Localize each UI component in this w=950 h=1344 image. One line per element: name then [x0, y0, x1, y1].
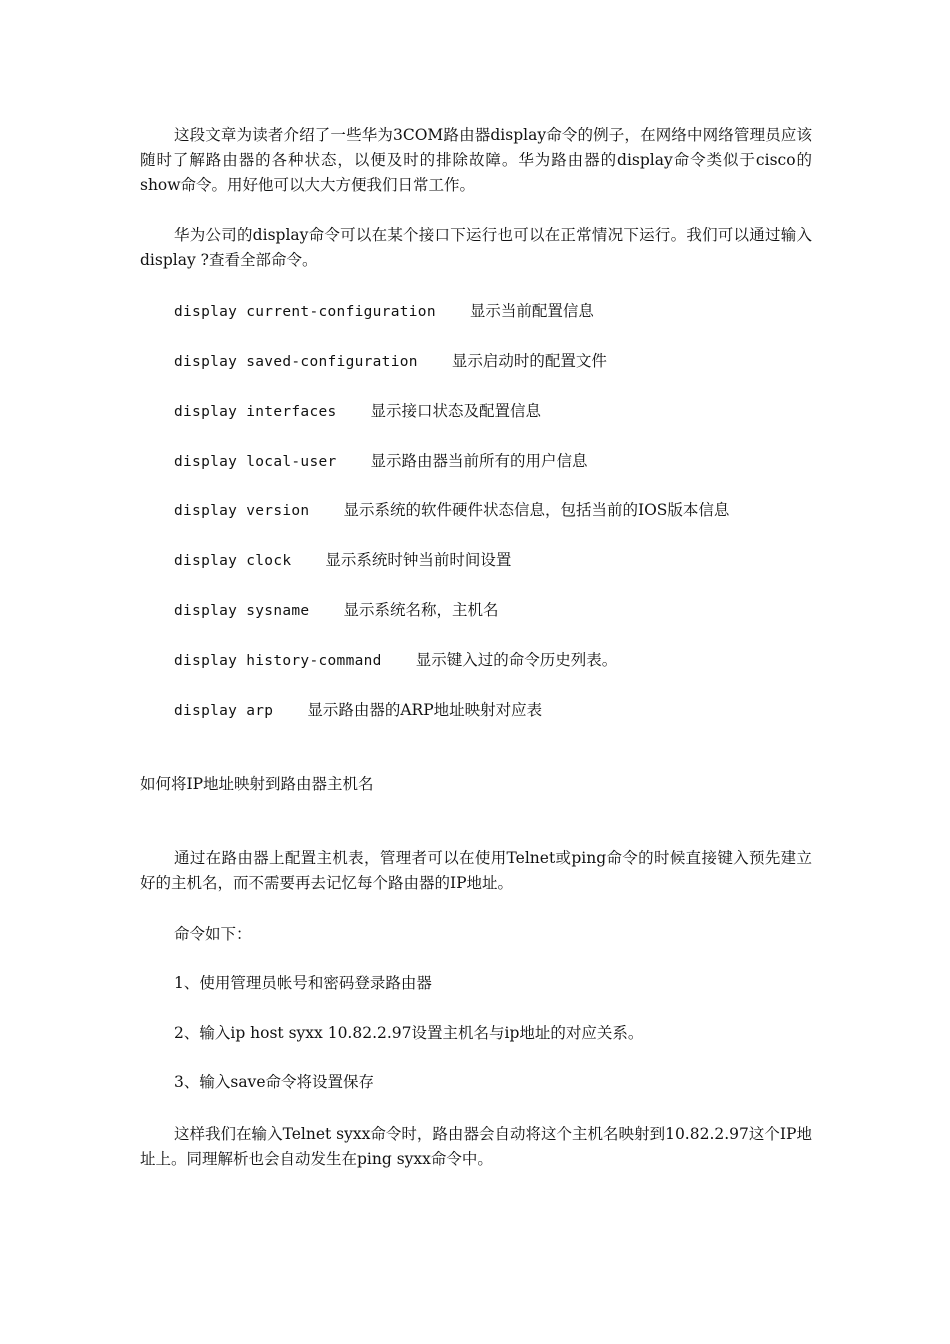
- command-code: display sysname: [174, 603, 310, 619]
- command-line: [174, 698, 542, 724]
- command-code: display interfaces: [174, 404, 337, 420]
- section-paragraph-1: 通过在路由器上配置主机表，管理者可以在使用Telnet或ping命令的时候直接键入预先建立好的主机名，而不需要再去记忆每个路由器的IP地址。: [140, 849, 812, 892]
- step-item: 1、使用管理员帐号和密码登录路由器: [174, 974, 432, 992]
- command-line: [174, 449, 588, 475]
- section-heading: 如何将IP地址映射到路由器主机名: [140, 775, 374, 793]
- step-item: 2、输入ip host syxx 10.82.2.97设置主机名与ip地址的对应关系。: [174, 1024, 644, 1042]
- command-description: 显示系统名称，主机名: [343, 601, 499, 619]
- command-description: 显示系统时钟当前时间设置: [325, 551, 512, 569]
- intro-paragraph-2: 华为公司的display命令可以在某个接口下运行也可以在正常情况下运行。我们可以通过输入display ?查看全部命令。: [140, 226, 812, 269]
- command-code: display current-configuration: [174, 304, 436, 320]
- command-line: [174, 548, 511, 574]
- commands-label: 命令如下：: [174, 925, 252, 943]
- command-line: [174, 648, 617, 674]
- command-description: 显示当前配置信息: [469, 302, 594, 320]
- command-line: [174, 349, 607, 375]
- command-code: display history-command: [174, 653, 382, 669]
- command-code: display arp: [174, 703, 274, 719]
- intro-paragraph-1: 这段文章为读者介绍了一些华为3COM路由器display命令的例子，在网络中网络管理员应该随时了解路由器的各种状态，以便及时的排除故障。华为路由器的display命令类似于cisco的show命令。用好他可以大大方便我们日常工作。: [140, 126, 812, 194]
- command-description: 显示系统的软件硬件状态信息，包括当前的IOS版本信息: [343, 501, 730, 519]
- command-description: 显示键入过的命令历史列表。: [415, 651, 618, 669]
- command-line: [174, 399, 541, 425]
- step-item: 3、输入save命令将设置保存: [174, 1073, 374, 1091]
- command-code: display clock: [174, 553, 292, 569]
- section-paragraph-2: 这样我们在输入Telnet syxx命令时，路由器会自动将这个主机名映射到10.82.2.97这个IP地址上。同理解析也会自动发生在ping syxx命令中。: [140, 1125, 812, 1168]
- command-line: [174, 598, 498, 624]
- command-line: [174, 498, 729, 524]
- command-description: 显示路由器的ARP地址映射对应表: [307, 701, 543, 719]
- command-code: display local-user: [174, 454, 337, 470]
- command-line: [174, 299, 594, 325]
- command-code: display saved-configuration: [174, 354, 418, 370]
- command-description: 显示接口状态及配置信息: [370, 402, 542, 420]
- command-description: 显示路由器当前所有的用户信息: [370, 452, 588, 470]
- command-code: display version: [174, 503, 310, 519]
- command-description: 显示启动时的配置文件: [451, 352, 607, 370]
